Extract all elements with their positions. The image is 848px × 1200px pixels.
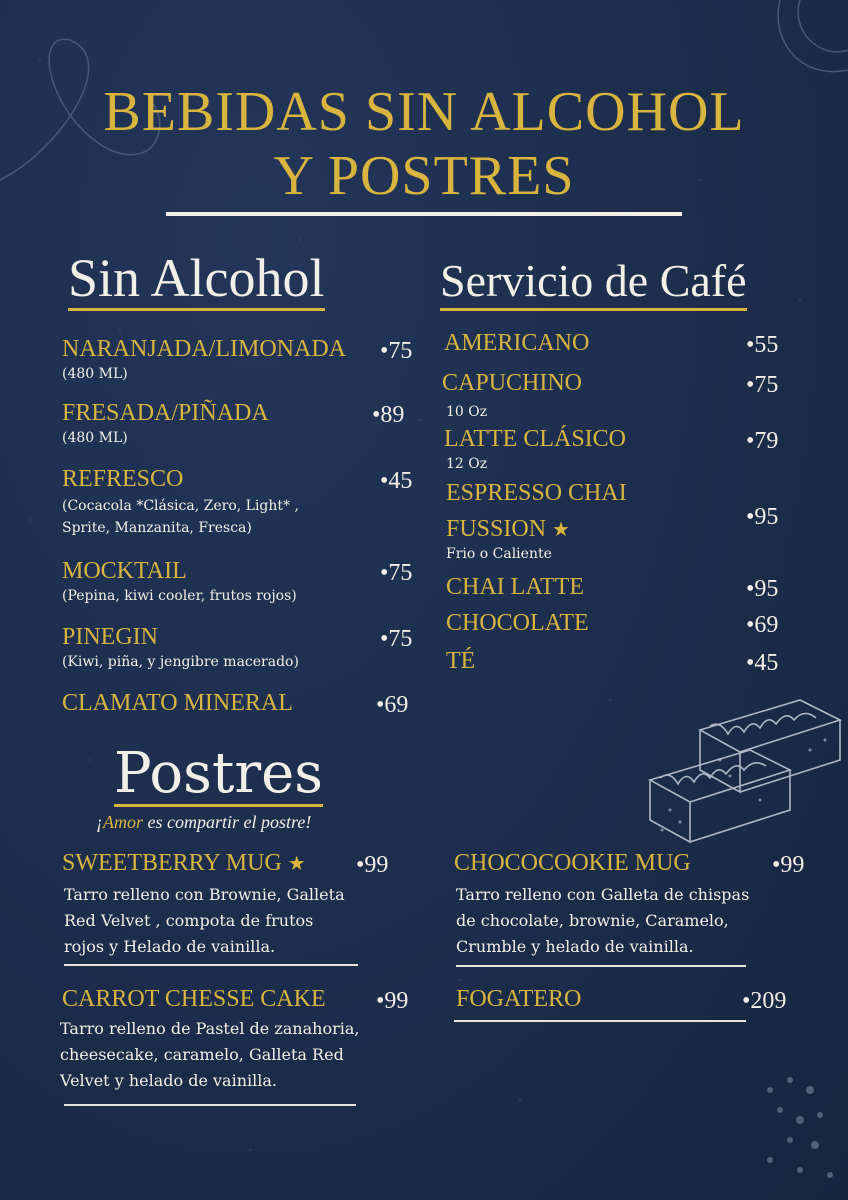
description-line: rojos y Helado de vainilla. [64, 937, 276, 956]
menu-item-name-line-2 [446, 516, 570, 543]
divider [64, 1104, 356, 1106]
dessert-item-price: •99 [772, 852, 805, 878]
divider [456, 965, 746, 967]
description-line: Tarro relleno con Galleta de chispas [456, 885, 750, 904]
menu-item-name: CLAMATO MINERAL [62, 690, 293, 716]
description-line: Tarro relleno de Pastel de zanahoria, [60, 1019, 360, 1038]
menu-item-note: 12 Oz [446, 456, 488, 472]
description-line: cheesecake, caramelo, Galleta Red [60, 1045, 344, 1064]
star-icon: ★ [287, 853, 306, 875]
menu-item-name: MOCKTAIL [62, 558, 187, 584]
section-heading-servicio-de-cafe: Servicio de Café [440, 256, 747, 311]
menu-item-price: •79 [746, 428, 779, 454]
postres-tagline [96, 812, 311, 833]
title-divider [166, 212, 682, 216]
description-line: Red Velvet , compota de frutos [64, 911, 314, 930]
menu-item-price: •75 [380, 626, 413, 652]
menu-item-note: (Kiwi, piña, y jengibre macerado) [62, 654, 299, 670]
menu-item-name: PINEGIN [62, 624, 158, 650]
menu-item-price: •45 [746, 650, 779, 676]
dessert-item-description [456, 882, 749, 960]
dessert-item-price: •99 [356, 852, 389, 878]
menu-item-note: (Cocacola *Clásica, Zero, Light* , [62, 498, 299, 514]
title-line-1: BEBIDAS SIN ALCOHOL [103, 81, 745, 143]
dessert-item-description [60, 1016, 359, 1094]
menu-item-name-part: FUSSION [446, 516, 547, 542]
menu-item-name: NARANJADA/LIMONADA [62, 336, 346, 362]
tagline-rest: es compartir el postre! [143, 812, 312, 832]
title-line-2: Y POSTRES [273, 145, 575, 207]
menu-item-name: FRESADA/PIÑADA [62, 400, 269, 426]
menu-item-price: •95 [746, 576, 779, 602]
dessert-item-description [64, 882, 345, 960]
menu-item-note: Frio o Caliente [446, 546, 552, 562]
star-icon: ★ [552, 519, 570, 541]
menu-item-note: (480 ML) [62, 366, 128, 382]
dessert-item-name: FOGATERO [456, 986, 582, 1012]
description-line: de chocolate, brownie, Caramelo, [456, 911, 729, 930]
dessert-item-name: CARROT CHESSE CAKE [62, 986, 326, 1012]
menu-item-price: •75 [380, 338, 413, 364]
menu-item-name: CAPUCHINO [442, 370, 583, 396]
menu-item-price: •55 [746, 332, 779, 358]
dessert-name-text: SWEETBERRY MUG [62, 850, 282, 876]
menu-item-price: •75 [746, 372, 779, 398]
section-heading-postres: Postres [114, 741, 324, 806]
menu-item-name: CHOCOLATE [446, 610, 589, 636]
menu-item-price: •69 [746, 612, 779, 638]
page-title [0, 80, 848, 208]
dessert-item-name: CHOCOCOOKIE MUG [454, 850, 691, 876]
menu-item-name: CHAI LATTE [446, 574, 584, 600]
description-line: Tarro relleno con Brownie, Galleta [64, 885, 345, 904]
section-heading-sin-alcohol: Sin Alcohol [68, 250, 325, 311]
dessert-item-price: •99 [376, 988, 409, 1014]
menu-item-note: (Pepina, kiwi cooler, frutos rojos) [62, 588, 297, 604]
menu-item-note: 10 Oz [446, 404, 488, 420]
dessert-bars-sketch-icon [640, 690, 848, 860]
tagline-prefix: ¡ [96, 812, 104, 832]
menu-item-price: •45 [380, 468, 413, 494]
divider [64, 964, 358, 966]
menu-item-name: ESPRESSO CHAI [446, 480, 627, 506]
menu-item-price: •89 [372, 402, 405, 428]
menu-item-price: •69 [376, 692, 409, 718]
divider [454, 1020, 746, 1022]
menu-item-name: LATTE CLÁSICO [444, 426, 626, 452]
menu-item-price: •75 [380, 560, 413, 586]
tagline-highlight: Amor [103, 812, 144, 832]
menu-item-name: TÉ [446, 648, 476, 674]
menu-item-note: Sprite, Manzanita, Fresca) [62, 520, 252, 536]
dessert-item-name [62, 850, 306, 877]
dessert-item-price: •209 [742, 988, 787, 1014]
menu-item-note: (480 ML) [62, 430, 128, 446]
menu-item-name: AMERICANO [444, 330, 590, 356]
menu-item-price: •95 [746, 504, 779, 530]
menu-item-name: REFRESCO [62, 466, 184, 492]
description-line: Crumble y helado de vainilla. [456, 937, 694, 956]
description-line: Velvet y helado de vainilla. [60, 1071, 277, 1090]
